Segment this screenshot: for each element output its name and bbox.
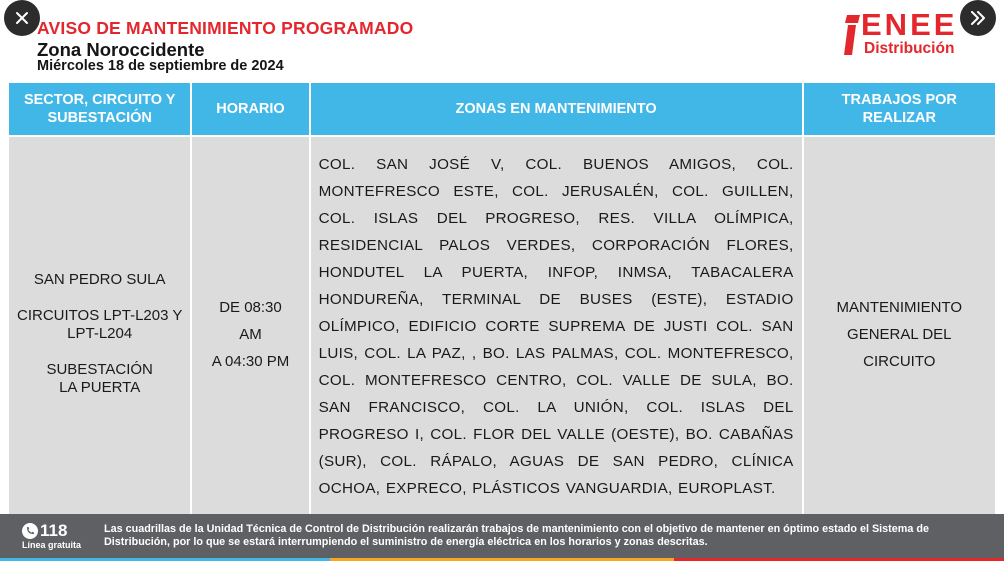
notice-header xyxy=(0,0,1004,82)
sector-substation: SUBESTACIÓN LA PUERTA xyxy=(46,361,153,396)
header-trabajos-label: TRABAJOS POR REALIZAR xyxy=(841,92,957,126)
logo-wordmark: ENEE xyxy=(861,7,958,42)
horario-from: DE 08:30 AM xyxy=(219,298,282,343)
table-header-row xyxy=(8,82,996,136)
enee-logo-mark-icon xyxy=(844,15,860,55)
sector-circuits: CIRCUITOS LPT-L203 Y LPT-L204 xyxy=(17,307,183,342)
sector-city: SAN PEDRO SULA xyxy=(33,271,166,288)
table-row xyxy=(8,136,996,532)
zone-name: Zona Noroccidente xyxy=(37,39,205,60)
maintenance-table xyxy=(7,81,997,533)
footer-notice: Las cuadrillas de la Unidad Técnica de Control de Distribución realizarán trabajos de mantenimiento con el objetivo de mantener en óptimo estado el Sistema de Distribución, por lo que se estará interrumpiendo el suministro de energía eléctrica en los horarios y zonas descritas. xyxy=(104,523,929,548)
hotline-number: 118 xyxy=(40,521,68,540)
cell-trabajos: MANTENIMIENTO GENERAL DEL CIRCUITO xyxy=(803,136,996,532)
close-button[interactable] xyxy=(4,0,40,36)
cell-sector xyxy=(8,136,191,532)
expand-button[interactable] xyxy=(960,0,996,36)
header-horario: HORARIO xyxy=(191,82,309,136)
horario-to: A 04:30 PM xyxy=(211,352,290,370)
header-zonas: ZONAS EN MANTENIMIENTO xyxy=(310,82,803,136)
header-trabajos xyxy=(803,82,996,136)
header-sector xyxy=(8,82,191,136)
cell-horario xyxy=(191,136,309,532)
header-sector-label: SECTOR, CIRCUITO Y SUBESTACIÓN xyxy=(23,92,176,126)
hotline-label: Línea gratuita xyxy=(22,540,82,550)
phone-icon xyxy=(22,523,38,539)
notice-date: Miércoles 18 de septiembre de 2024 xyxy=(37,58,284,74)
cell-zonas: COL. SAN JOSÉ V, COL. BUENOS AMIGOS, COL. MONTEFRESCO ESTE, COL. JERUSALÉN, COL. GUILLEN, COL. ISLAS DEL PROGRESO, RES. VILLA OLÍMPICA, RESIDENCIAL PALOS VERDES, CORPORACIÓN FLORES, HONDUTEL LA PUERTA, INFOP, INMSA, TABACALERA HONDUREÑA, TERMINAL DE BUSES (ESTE), ESTADIO OLÍMPICO, EDIFICIO CORTE SUPREMA DE JUSTI COL. SAN LUIS, COL. LA PAZ, , BO. LAS PALMAS, COL. MONTEFRESCO, COL. MONTEFRESCO CENTRO, COL. VALLE DE SULA, BO. SAN FRANCISCO, COL. LA UNIÓN, COL. ISLAS DEL PROGRESO I, COL. FLOR DEL VALLE (OESTE), BO. CABAÑAS (SUR), COL. RÁPALO, AGUAS DE SAN PEDRO, CLÍNICA OCHOA, EXPRECO, PLÁSTICOS VANGUARDIA, EUROPLAST. xyxy=(310,136,803,532)
logo-subtitle: Distribución xyxy=(864,40,955,57)
footer-bar xyxy=(0,514,1004,558)
hotline xyxy=(22,521,84,555)
close-icon xyxy=(15,11,29,25)
notice-title: AVISO DE MANTENIMIENTO PROGRAMADO xyxy=(37,18,414,38)
double-chevron-right-icon xyxy=(970,11,986,25)
